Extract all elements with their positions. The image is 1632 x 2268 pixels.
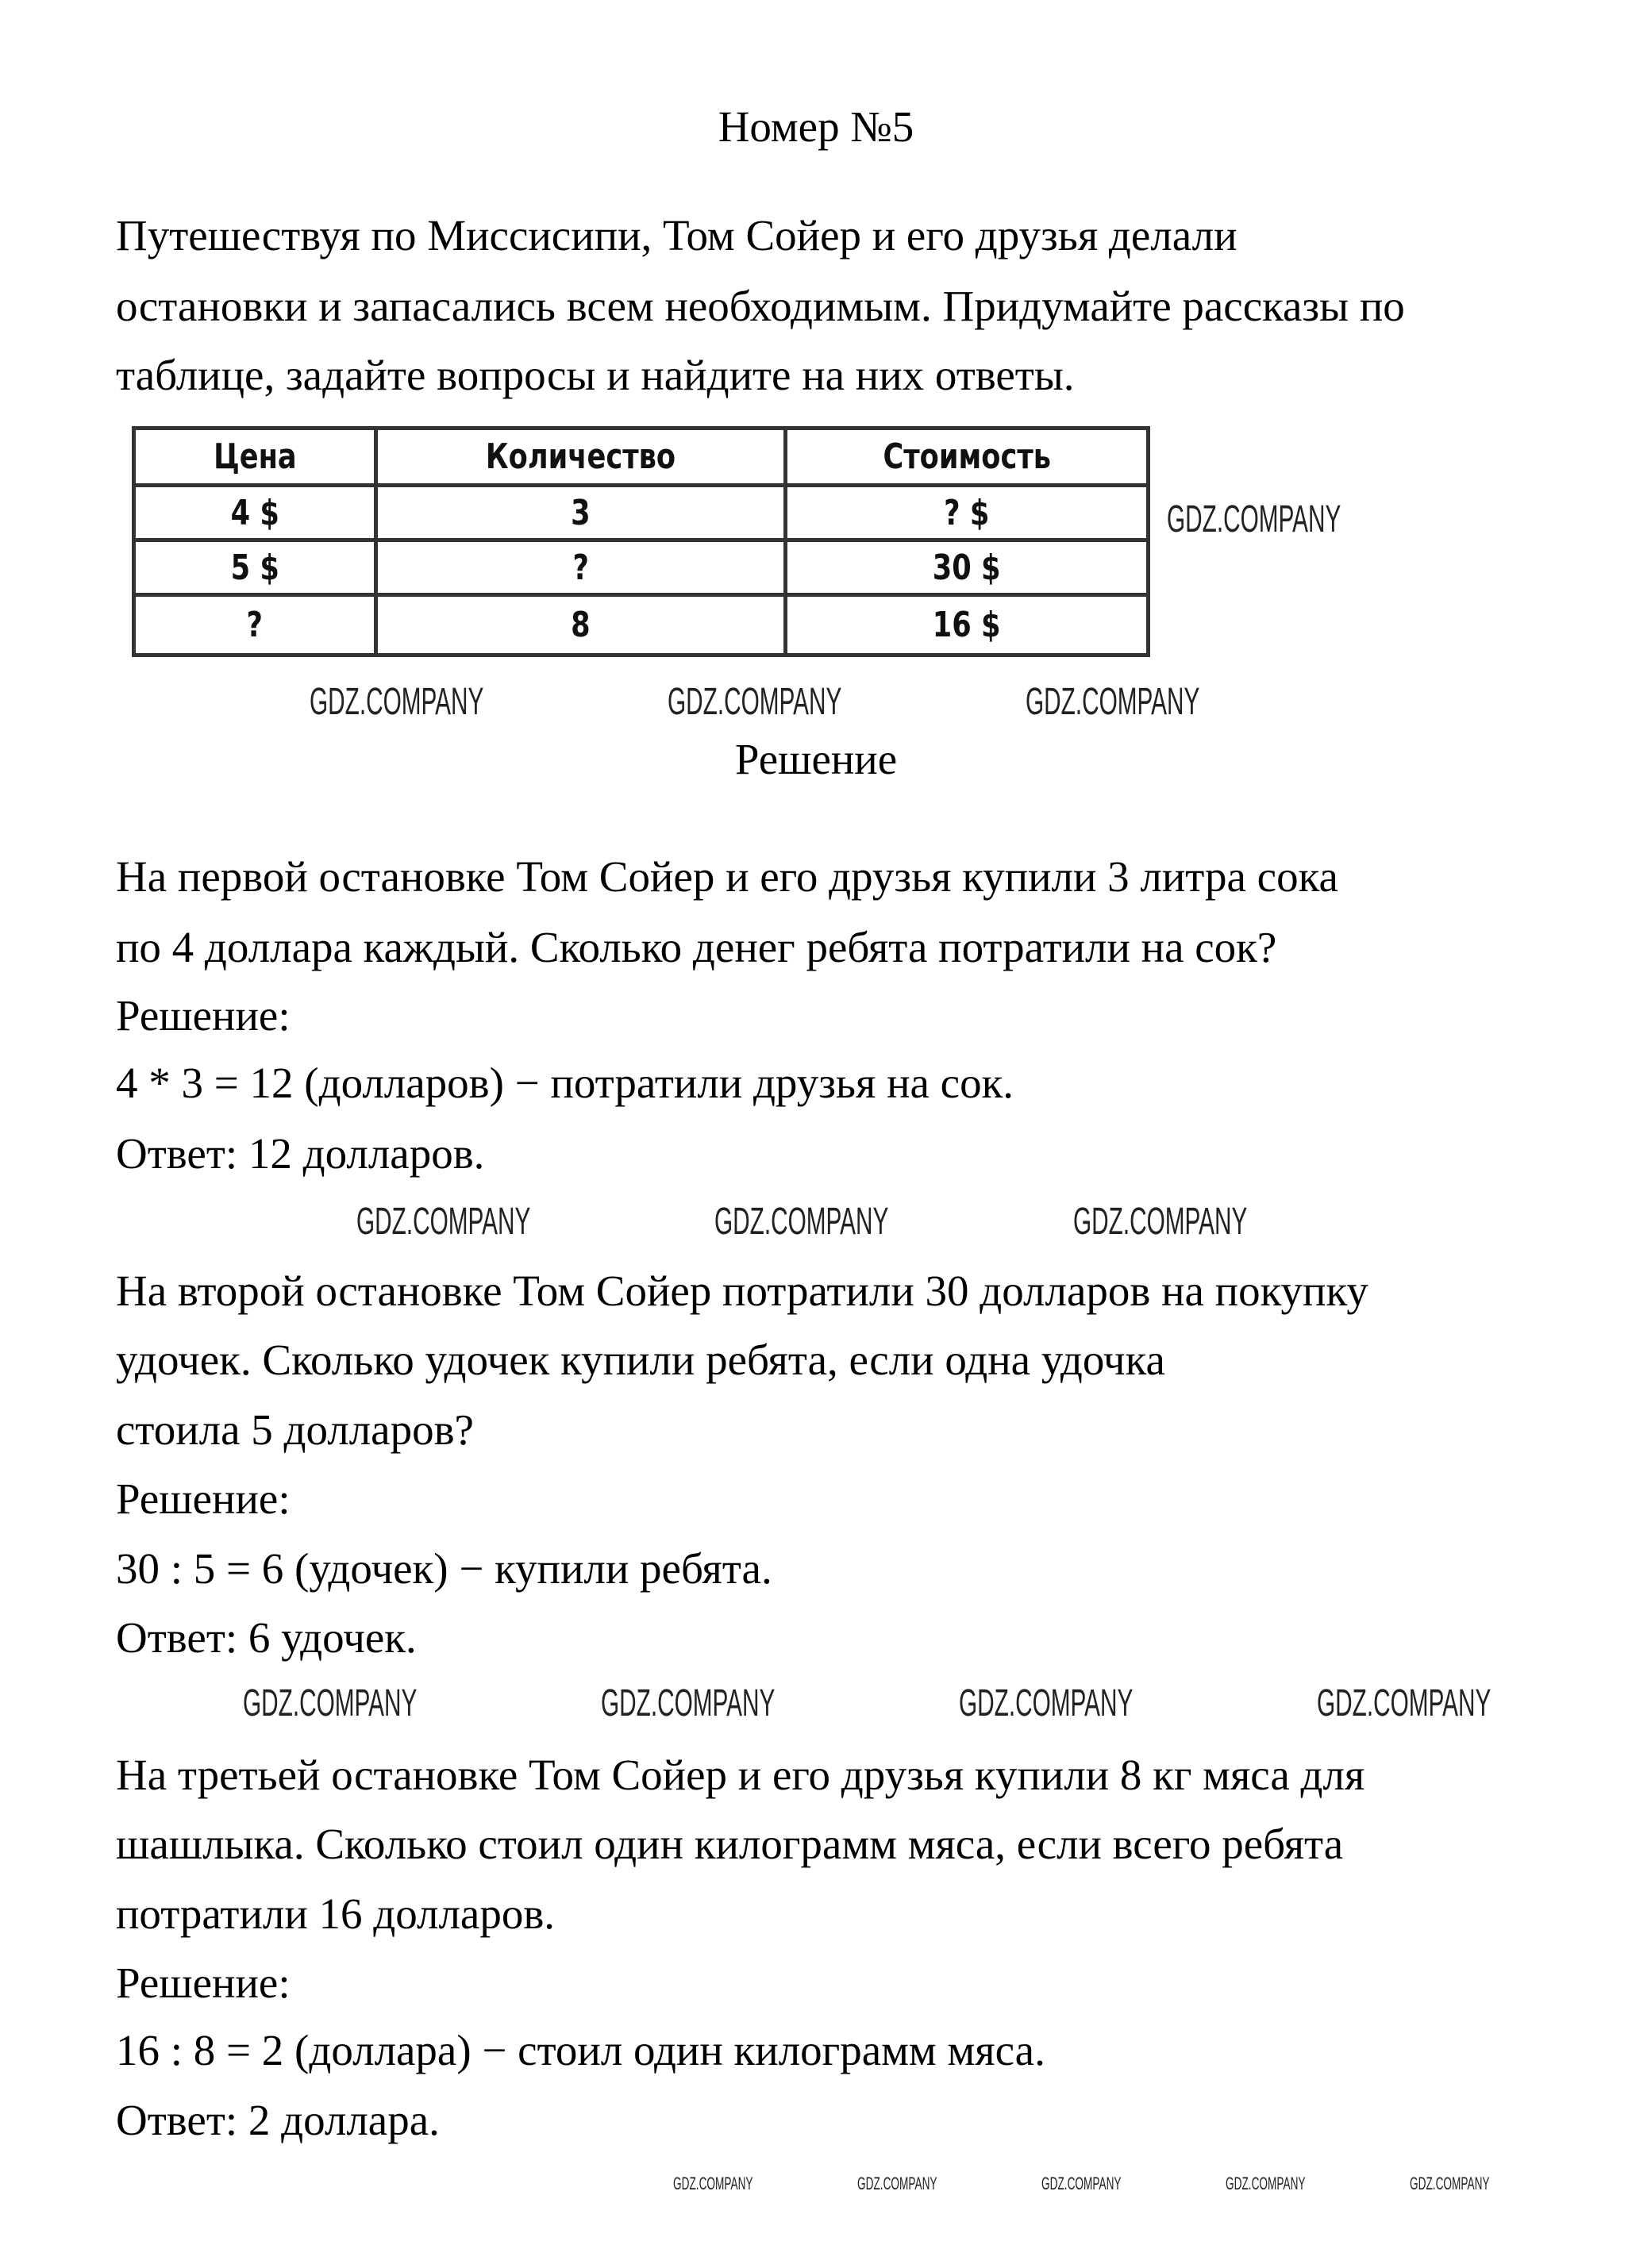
header-cell: Количество xyxy=(376,429,786,486)
table-row xyxy=(134,595,1149,655)
table-cell: 30 $ xyxy=(786,540,1149,595)
intro-line: таблице, задайте вопросы и найдите на них ответы. xyxy=(116,351,1075,399)
answer: Ответ: 2 доллара. xyxy=(116,2096,440,2144)
table-cell: ? $ xyxy=(786,486,1149,540)
table-cell: 16 $ xyxy=(786,595,1149,655)
header-cell: Цена xyxy=(134,429,376,486)
calculation: 30 : 5 = 6 (удочек) − купили ребята. xyxy=(116,1544,772,1593)
table-row xyxy=(134,540,1149,595)
calculation: 4 * 3 = 12 (долларов) − потратили друзья на сок. xyxy=(116,1059,1014,1107)
table-cell: ? xyxy=(134,595,376,655)
table-cell: 5 $ xyxy=(134,540,376,595)
price-table xyxy=(132,426,1150,657)
problem-line: На второй остановке Том Сойер потратили 30 долларов на покупку xyxy=(116,1267,1368,1315)
watermark: GDZ.COMPANY xyxy=(310,681,484,723)
solution-label: Решение: xyxy=(116,1959,291,2007)
intro-line: остановки и запасались всем необходимым. Придумайте рассказы по xyxy=(116,282,1405,330)
watermark: GDZ.COMPANY xyxy=(1226,2174,1306,2193)
problem-line: стоила 5 долларов? xyxy=(116,1405,474,1454)
intro-line: Путешествуя по Миссисипи, Том Сойер и его друзья делали xyxy=(116,211,1237,259)
problem-line: потратили 16 долларов. xyxy=(116,1889,556,1938)
table-row xyxy=(134,486,1149,540)
table-cell: 4 $ xyxy=(134,486,376,540)
watermark: GDZ.COMPANY xyxy=(673,2174,753,2193)
problem-line: удочек. Сколько удочек купили ребята, если одна удочка xyxy=(116,1336,1165,1384)
watermark: GDZ.COMPANY xyxy=(857,2174,937,2193)
problem-line: На первой остановке Том Сойер и его друзья купили 3 литра сока xyxy=(116,852,1338,901)
page-title: Номер №5 xyxy=(718,102,914,151)
problem-line: шашлыка. Сколько стоил один килограмм мяса, если всего ребята xyxy=(116,1820,1344,1868)
table-header-row xyxy=(134,429,1149,486)
watermark: GDZ.COMPANY xyxy=(1026,681,1200,723)
solution-label: Решение: xyxy=(116,991,291,1040)
watermark: GDZ.COMPANY xyxy=(243,1682,418,1724)
watermark: GDZ.COMPANY xyxy=(601,1682,776,1724)
watermark: GDZ.COMPANY xyxy=(1167,498,1341,540)
problem-line: по 4 доллара каждый. Сколько денег ребята потратили на сок? xyxy=(116,923,1277,971)
watermark: GDZ.COMPANY xyxy=(668,681,842,723)
table-cell: 3 xyxy=(376,486,786,540)
watermark: GDZ.COMPANY xyxy=(1041,2174,1122,2193)
answer: Ответ: 12 долларов. xyxy=(116,1129,485,1178)
watermark: GDZ.COMPANY xyxy=(1073,1201,1248,1243)
problem-line: На третьей остановке Том Сойер и его друзья купили 8 кг мяса для xyxy=(116,1751,1365,1799)
watermark: GDZ.COMPANY xyxy=(356,1201,531,1243)
header-cell: Стоимость xyxy=(786,429,1149,486)
watermark: GDZ.COMPANY xyxy=(714,1201,889,1243)
table-cell: 8 xyxy=(376,595,786,655)
solution-heading: Решение xyxy=(734,735,898,783)
watermark: GDZ.COMPANY xyxy=(1317,1682,1492,1724)
solution-label: Решение: xyxy=(116,1474,291,1523)
watermark: GDZ.COMPANY xyxy=(1410,2174,1490,2193)
watermark: GDZ.COMPANY xyxy=(959,1682,1134,1724)
answer: Ответ: 6 удочек. xyxy=(116,1613,417,1662)
table-cell: ? xyxy=(376,540,786,595)
calculation: 16 : 8 = 2 (доллара) − стоил один килограмм мяса. xyxy=(116,2026,1045,2074)
